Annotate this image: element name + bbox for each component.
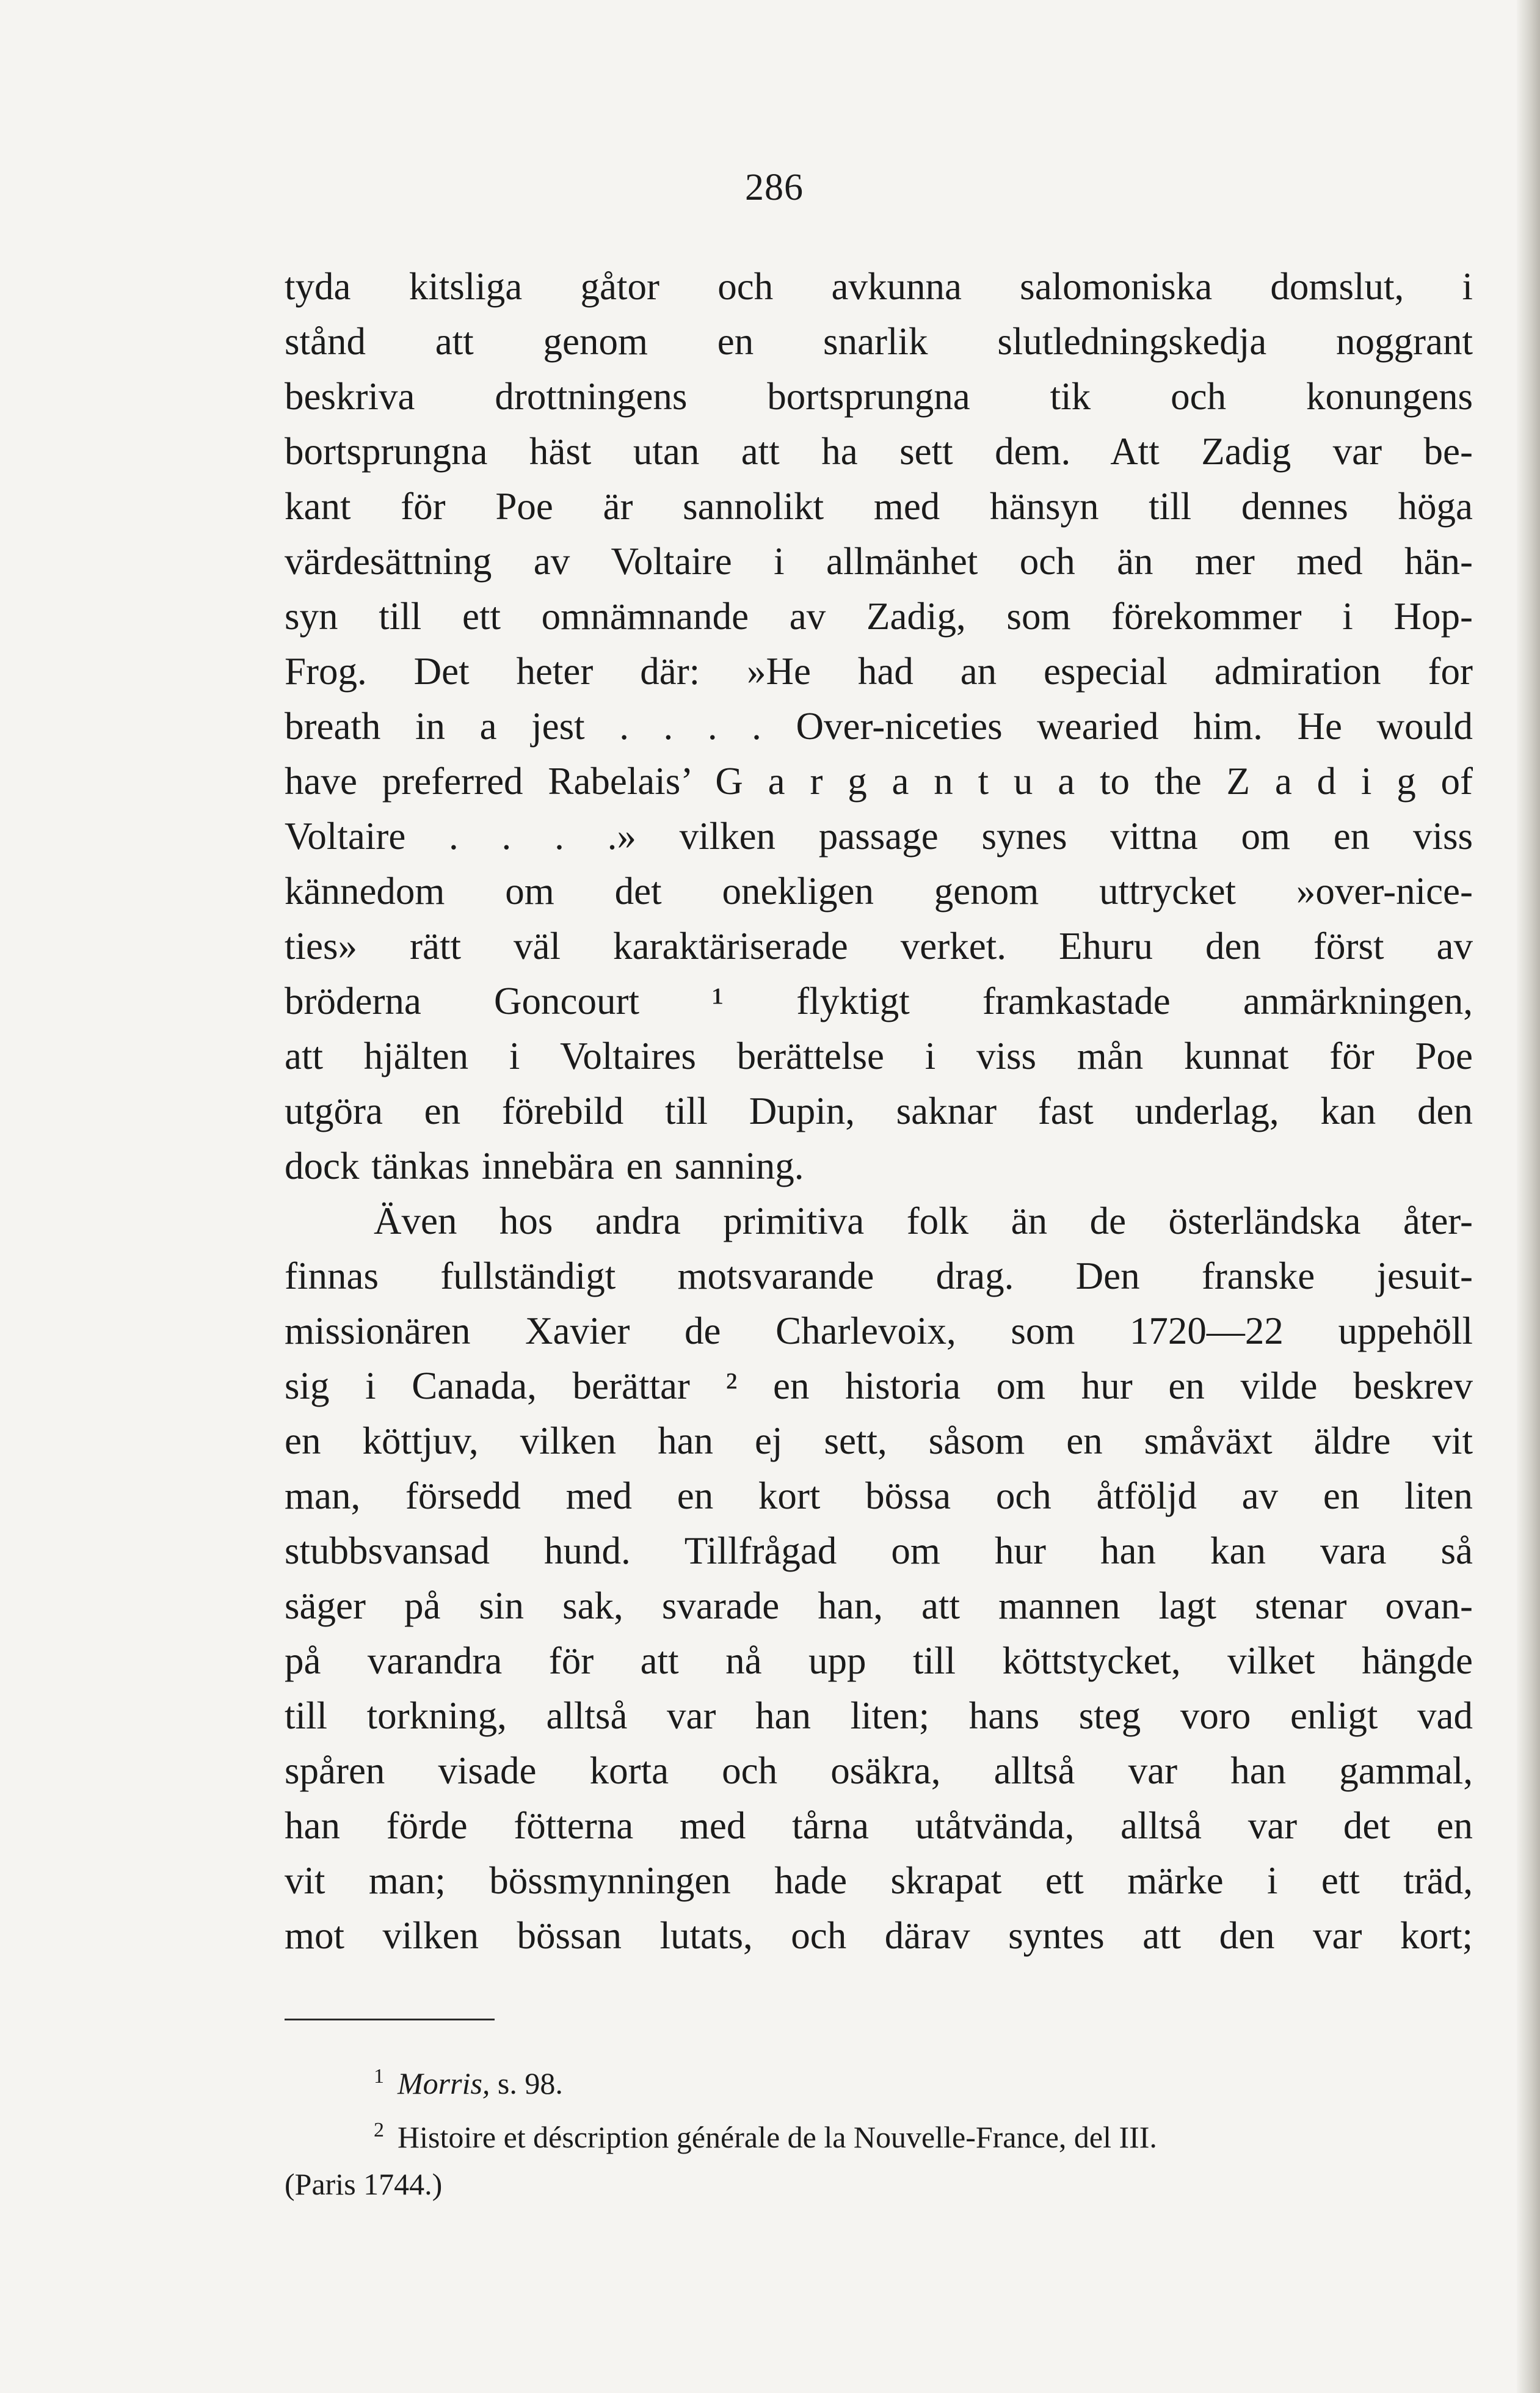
footnote-2-continuation [285, 2157, 1473, 2211]
text-line: Frog. Det heter där: »He had an especial admiration for [285, 650, 1473, 693]
text-line: stubbsvansad hund. Tillfrågad om hur han kan vara så [285, 1529, 1473, 1572]
footnote-divider [285, 2019, 495, 2020]
text-line: dock tänkas innebära en sanning. [285, 1145, 804, 1187]
footnote-marker: 1 [374, 2065, 384, 2088]
footnote-1 [285, 2050, 1473, 2103]
text-line: have preferred Rabelais’ G a r g a n t u a to the Z a d i g of [285, 760, 1473, 803]
text-line: bröderna Goncourt ¹ flyktigt framkastade anmärkningen, [285, 980, 1473, 1022]
text-line: sig i Canada, berättar ² en historia om hur en vilde beskrev [285, 1364, 1473, 1407]
page-number: 286 [745, 167, 804, 208]
footnote-text: Histoire et déscription générale de la Nouvelle-France, del III. [398, 2120, 1157, 2154]
footnote-text: s. 98. [497, 2066, 563, 2100]
body-text [285, 259, 1473, 1963]
text-line: missionären Xavier de Charlevoix, som 1720—22 uppehöll [285, 1309, 1473, 1352]
text-line: man, försedd med en kort bössa och åtföljd av en liten [285, 1474, 1473, 1517]
text-line: bortsprungna häst utan att ha sett dem. Att Zadig var be- [285, 430, 1473, 473]
footnote-marker: 2 [374, 2119, 384, 2141]
text-line: finnas fullständigt motsvarande drag. Den franske jesuit- [285, 1255, 1473, 1297]
text-line: värdesättning av Voltaire i allmänhet och än mer med hän- [285, 540, 1473, 583]
text-line: breath in a jest . . . . Over-niceties wearied him. He would [285, 705, 1473, 748]
text-line: mot vilken bössan lutats, och därav syntes att den var kort; [285, 1914, 1473, 1957]
text-line: kant för Poe är sannolikt med hänsyn till dennes höga [285, 485, 1473, 528]
text-line: syn till ett omnämnande av Zadig, som förekommer i Hop- [285, 595, 1473, 638]
footnote-text: (Paris 1744.) [285, 2167, 443, 2201]
text-line: en köttjuv, vilken han ej sett, såsom en småväxt äldre vit [285, 1419, 1473, 1462]
text-line: stånd att genom en snarlik slutledningskedja noggrant [285, 320, 1473, 363]
text-line: vit man; bössmynningen hade skrapat ett märke i ett träd, [285, 1859, 1473, 1902]
text-line: till torkning, alltså var han liten; hans steg voro enligt vad [285, 1694, 1473, 1737]
text-line: Voltaire . . . .» vilken passage synes vittna om en viss [285, 815, 1473, 858]
text-line: säger på sin sak, svarade han, att mannen lagt stenar ovan- [285, 1584, 1473, 1627]
text-line: tyda kitsliga gåtor och avkunna salomoniska domslut, i [285, 265, 1473, 308]
footnote-author: Morris, [398, 2066, 490, 2100]
text-line: kännedom om det onekligen genom uttrycket »over-nice- [285, 870, 1473, 912]
text-line: utgöra en förebild till Dupin, saknar fast underlag, kan den [285, 1090, 1473, 1132]
text-line: ties» rätt väl karaktäriserade verket. Ehuru den först av [285, 925, 1473, 967]
page-edge-shadow [1517, 0, 1540, 2393]
text-line: han förde fötterna med tårna utåtvända, alltså var det en [285, 1804, 1473, 1847]
footnote-2 [285, 2103, 1473, 2157]
text-line: att hjälten i Voltaires berättelse i viss mån kunnat för Poe [285, 1035, 1473, 1077]
paragraph-start-line: Även hos andra primitiva folk än de österländska åter- [374, 1200, 1473, 1242]
text-line: spåren visade korta och osäkra, alltså var han gammal, [285, 1749, 1473, 1792]
text-line: beskriva drottningens bortsprungna tik och konungens [285, 375, 1473, 418]
footnotes [285, 2050, 1473, 2211]
text-line: på varandra för att nå upp till köttstycket, vilket hängde [285, 1639, 1473, 1682]
